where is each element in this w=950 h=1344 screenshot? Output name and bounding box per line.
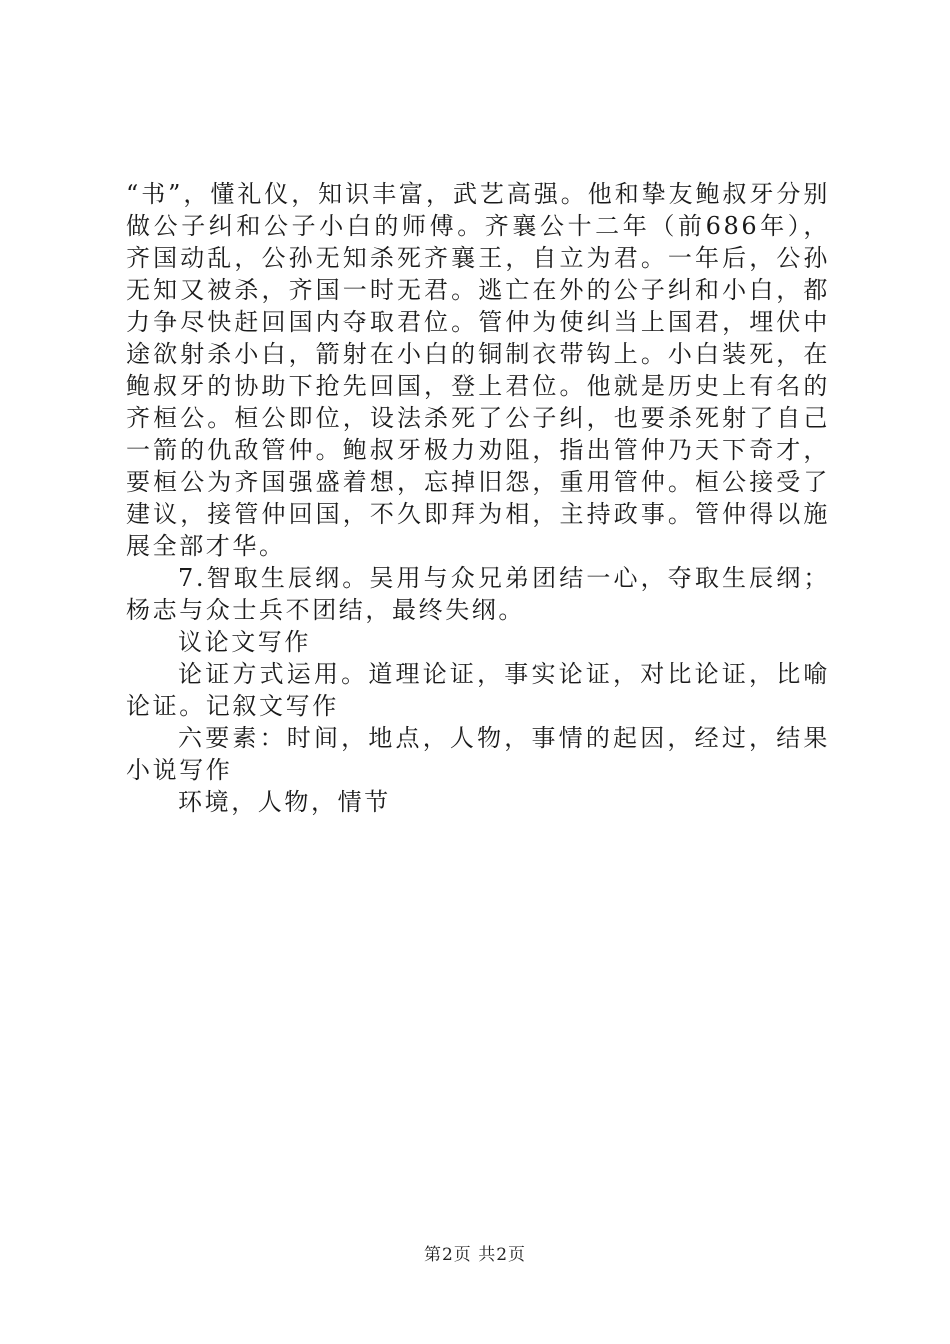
paragraph-novel-elements: 环境，人物，情节 [178,788,391,816]
page-number-footer: 第2页 共2页 [423,1245,527,1265]
paragraph-six-elements: 六要素：时间，地点，人物，事情的起因，经过，结果小说写作 [126,724,830,784]
paragraph-argument-methods: 论证方式运用。道理论证，事实论证，对比论证，比喻论证。记叙文写作 [126,660,830,720]
paragraph-argumentative-heading: 议论文写作 [178,628,311,656]
paragraph-item-7: 7.智取生辰纲。吴用与众兄弟团结一心，夺取生辰纲；杨志与众士兵不团结，最终失纲。 [126,564,830,624]
paragraph-guan-zhong-story: “书”，懂礼仪，知识丰富，武艺高强。他和挚友鲍叔牙分别做公子纠和公子小白的师傅。齐襄公十二年（前686年），齐国动乱，公孙无知杀死齐襄王，自立为君。一年后，公孙无知又被杀，齐国一时无君。逃亡在外的公子纠和小白，都力争尽快赶回国内夺取君位。管仲为使纠当上国君，埋伏中途欲射杀小白，箭射在小白的铜制衣带钩上。小白装死，在鲍叔牙的协助下抢先回国，登上君位。他就是历史上有名的齐桓公。桓公即位，设法杀死了公子纠，也要杀死射了自己一箭的仇敌管仲。鲍叔牙极力劝阻，指出管仲乃天下奇才，要桓公为齐国强盛着想，忘掉旧怨，重用管仲。桓公接受了建议，接管仲回国，不久即拜为相，主持政事。管仲得以施展全部才华。 [126,180,830,560]
document-body [126,178,830,818]
